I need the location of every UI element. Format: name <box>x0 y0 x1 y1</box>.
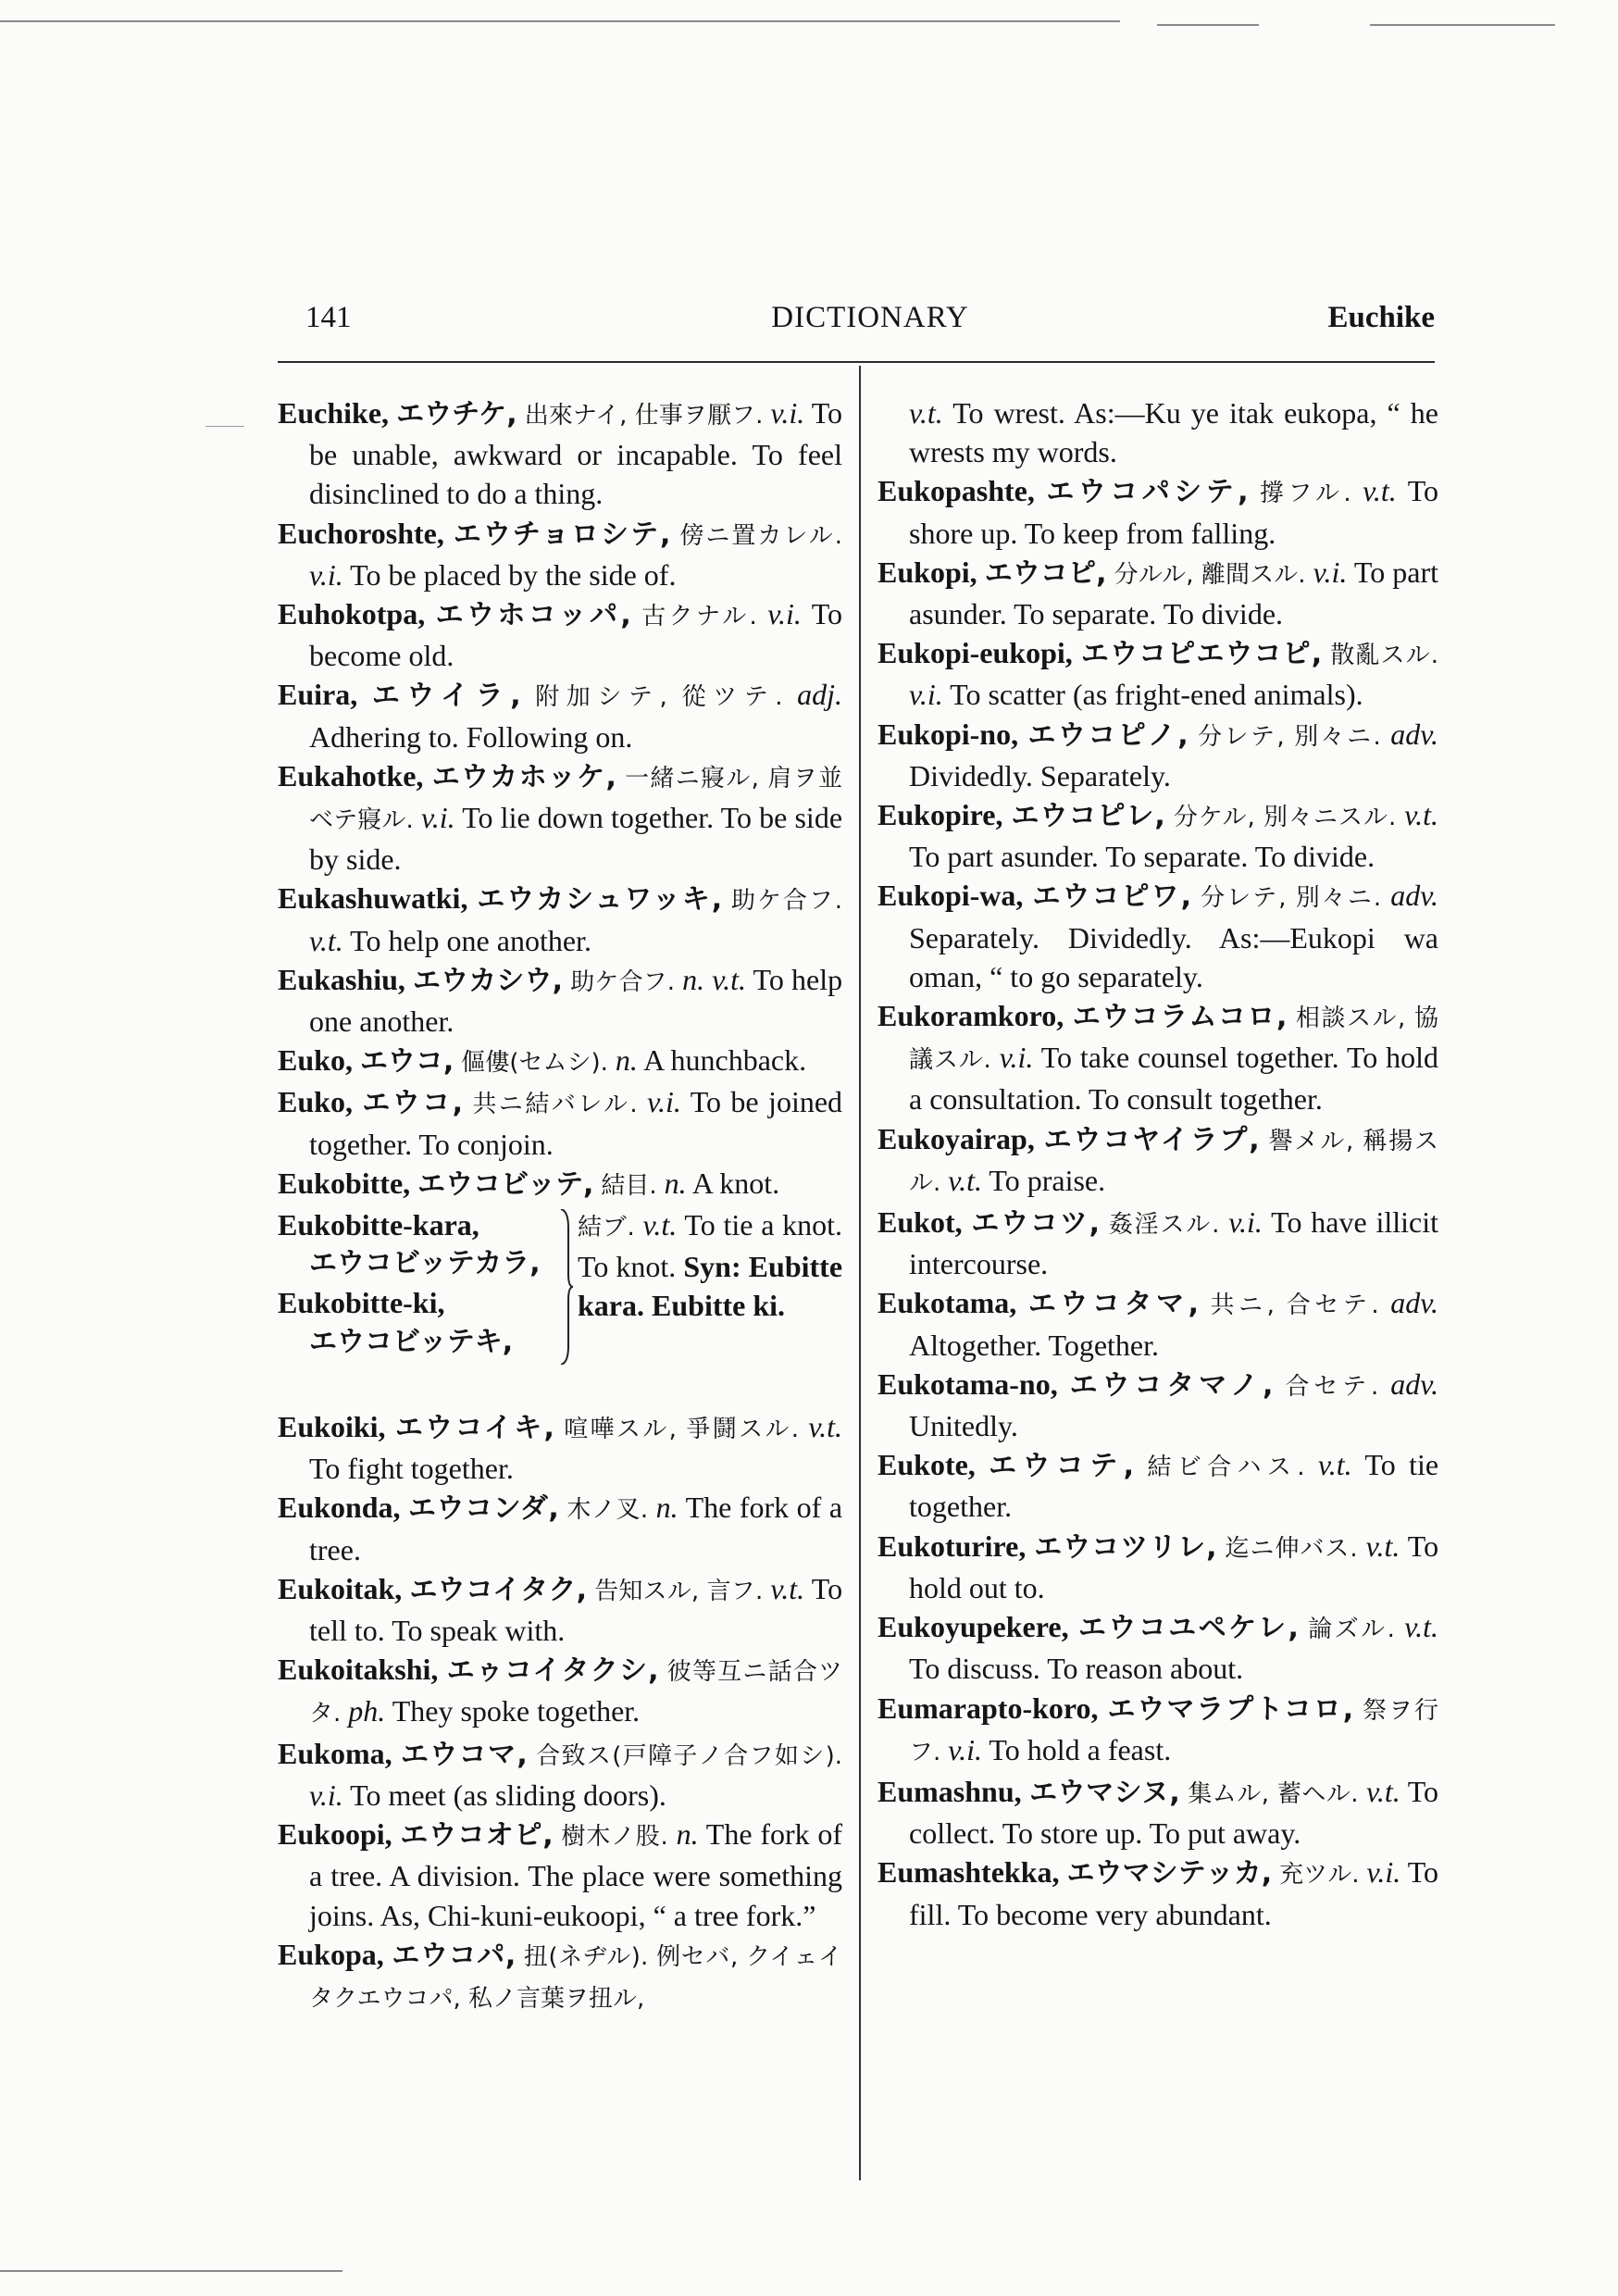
headword-kana: エウコイキ, <box>394 1412 554 1445</box>
headword-kana: エウコヤイラプ, <box>1043 1123 1260 1156</box>
brace-icon <box>559 1209 574 1365</box>
definition: To have illicit intercourse. <box>909 1205 1439 1281</box>
part-of-speech: adv. <box>1390 1366 1439 1401</box>
headword-kana: エウコユペケレ, <box>1078 1612 1299 1645</box>
part-of-speech: v.i. <box>309 557 343 592</box>
definition: Unitedly. <box>909 1409 1018 1443</box>
part-of-speech: adv. <box>1390 879 1439 913</box>
headword: Eukopi-eukopi, <box>877 636 1073 670</box>
dictionary-entry <box>278 1935 842 2018</box>
part-of-speech: v.t. <box>909 396 943 430</box>
brace-definition <box>578 1205 842 1326</box>
dictionary-entry <box>278 1815 842 1935</box>
headword: Eukoyairap, <box>877 1121 1035 1155</box>
entry-list <box>877 393 1438 1934</box>
japanese-gloss: 分ルル, 離間スル. <box>1114 560 1306 589</box>
definition: The fork of a tree. <box>309 1491 843 1566</box>
definition: To be joined together. To conjoin. <box>309 1085 843 1161</box>
headword: Eumarapto-koro, <box>877 1691 1099 1725</box>
headword: Euchike, <box>278 396 390 430</box>
brace-group-entry <box>278 1205 842 1407</box>
headword: Eukopire, <box>877 798 1003 832</box>
part-of-speech: v.t. <box>642 1208 678 1242</box>
definition: To wrest. As:—Ku ye itak eukopa, “ he wrests my words. <box>909 396 1439 469</box>
dictionary-entry <box>278 1650 842 1733</box>
dictionary-entry <box>877 876 1438 996</box>
japanese-gloss: 扭(ネヂル). 例セバ, クイェイタクエウコパ, 私ノ言葉ヲ扭ル, <box>309 1942 842 2013</box>
definition: They spoke together. <box>392 1694 641 1728</box>
dictionary-entry <box>877 633 1438 714</box>
japanese-gloss: 木ノ叉. <box>566 1496 649 1525</box>
headword: Eukoiki, <box>278 1410 386 1444</box>
dictionary-entry <box>877 553 1438 633</box>
scan-edge-bottom <box>0 2270 342 2272</box>
dictionary-entry <box>278 960 842 1041</box>
headword: Eukoyupekere, <box>877 1610 1069 1644</box>
definition: To help one another. <box>309 962 843 1039</box>
part-of-speech: n. v.t. <box>682 962 746 996</box>
dictionary-entry <box>278 756 842 880</box>
dictionary-entry <box>278 1569 842 1650</box>
dictionary-entry <box>877 471 1438 552</box>
headword: Eumashtekka, <box>877 1855 1060 1890</box>
headword: Euko, <box>278 1085 353 1119</box>
dictionary-entry <box>278 675 842 755</box>
japanese-gloss: 結目. <box>601 1171 657 1200</box>
column-divider <box>859 366 861 2180</box>
part-of-speech: n. <box>615 1043 638 1078</box>
definition: To take counsel together. To hold a consultation. To consult together. <box>909 1041 1439 1117</box>
headword: Eukahotke, <box>278 758 424 792</box>
headword-kana: エウコマ, <box>400 1738 528 1771</box>
headword: Eukopa, <box>278 1937 384 1971</box>
headword-kana: エウコツ, <box>971 1207 1101 1241</box>
definition: To scatter (as fright-ened animals). <box>950 678 1363 712</box>
headword-kana: エウコピレ, <box>1011 800 1165 833</box>
definition: Dividedly. Separately. <box>909 758 1171 792</box>
dictionary-entry <box>278 1082 842 1163</box>
definition: A knot. <box>691 1166 780 1200</box>
part-of-speech: v.i. <box>1228 1205 1263 1240</box>
part-of-speech: v.t. <box>1317 1448 1352 1482</box>
headword-kana: エウカシュワッキ, <box>477 883 723 917</box>
dictionary-entry <box>278 1407 842 1488</box>
japanese-gloss: 結ブ. <box>578 1214 635 1242</box>
headword-kana: エウマラプトコロ, <box>1107 1692 1354 1726</box>
japanese-gloss: 結ビ合ハス. <box>1147 1454 1305 1482</box>
headword-kana: エウコツリレ, <box>1034 1530 1217 1564</box>
headword-kana: エウコピワ, <box>1032 880 1192 914</box>
japanese-gloss: 傴僂(セムシ). <box>461 1049 608 1078</box>
dictionary-entry <box>877 1689 1438 1772</box>
part-of-speech: v.i. <box>767 597 802 631</box>
synonym: Syn: Eubitte kara. Eubitte ki. <box>578 1250 843 1323</box>
page-number: 141 <box>305 301 352 334</box>
japanese-gloss: 共ニ結バレル. <box>472 1091 638 1119</box>
japanese-gloss: 喧嘩スル, 爭鬪スル. <box>564 1416 799 1444</box>
definition: Separately. Dividedly. As:—Eukopi wa oman, “ to go separately. <box>909 920 1438 993</box>
japanese-gloss: 分レテ, 別々ニ. <box>1201 884 1382 913</box>
headword: Euko, <box>278 1043 353 1078</box>
japanese-gloss: 出來ナイ, 仕事ヲ厭フ. <box>524 402 764 430</box>
left-column <box>278 393 842 2018</box>
scan-edge-top <box>0 20 1120 22</box>
part-of-speech: v.t. <box>309 923 343 957</box>
headword-kana: エウコタマ, <box>1027 1288 1199 1321</box>
headword: Eukotama, <box>877 1286 1017 1320</box>
headword: Eukopi-no, <box>877 717 1019 751</box>
japanese-gloss: 散亂スル. <box>1330 642 1439 670</box>
dictionary-entry <box>877 996 1438 1119</box>
headword-kana: エウコテ, <box>989 1450 1135 1483</box>
running-title: DICTIONARY <box>771 301 969 334</box>
headword-kana: エウカシウ, <box>413 964 564 997</box>
margin-mark <box>205 426 244 427</box>
headword-kana: エウコピノ, <box>1027 718 1189 752</box>
headword: Eukonda, <box>278 1491 401 1525</box>
japanese-gloss: 分レテ, 別々ニ. <box>1198 722 1381 751</box>
part-of-speech: ph. <box>348 1694 386 1728</box>
headword-kana: エウコパシテ, <box>1046 476 1249 509</box>
dictionary-entry <box>877 1203 1438 1283</box>
part-of-speech: v.i. <box>647 1085 681 1119</box>
headword: Euira, <box>278 678 358 712</box>
headword: Eukot, <box>877 1205 963 1240</box>
part-of-speech: v.i. <box>909 678 943 712</box>
headword-kana: エウコイタク, <box>409 1573 588 1606</box>
definition: To hold out to. <box>909 1529 1439 1604</box>
headword-kana: エウコラムコロ, <box>1072 1001 1288 1034</box>
part-of-speech: v.t. <box>770 1571 805 1605</box>
headword-kana: エウイラ, <box>371 680 521 713</box>
dictionary-entry <box>877 795 1438 876</box>
definition: A hunchback. <box>643 1043 807 1078</box>
headword-kana: エゥコイタクシ, <box>446 1654 659 1688</box>
part-of-speech: v.t. <box>1366 1774 1400 1808</box>
dictionary-entry <box>278 1164 842 1205</box>
headword: Euchoroshte, <box>278 516 444 550</box>
japanese-gloss: 合セテ. <box>1285 1372 1379 1401</box>
dictionary-entry <box>877 715 1438 795</box>
headword-kana: エウチケ, <box>396 398 517 430</box>
part-of-speech: v.t. <box>948 1163 982 1197</box>
japanese-gloss: 姦淫スル. <box>1108 1211 1220 1240</box>
headword: Eukoturire, <box>877 1529 1027 1563</box>
japanese-gloss: 助ケ合フ. <box>570 967 675 996</box>
headword: Eukashiu, <box>278 962 405 996</box>
headword-kana: エウホコッパ, <box>435 599 631 632</box>
japanese-gloss: 迄ニ伸バス. <box>1225 1534 1358 1563</box>
part-of-speech: v.i. <box>1366 1855 1401 1890</box>
dictionary-entry <box>278 594 842 675</box>
entry-list <box>278 393 842 1205</box>
headword-kana: エウコタマノ, <box>1069 1368 1274 1402</box>
japanese-gloss: 合致ス(戸障子ノ合フ如シ). <box>536 1741 842 1770</box>
brace-headwords <box>278 1205 565 1362</box>
scan-edge-top-right <box>1157 24 1259 26</box>
part-of-speech: v.i. <box>420 801 455 835</box>
japanese-gloss: 一緒ニ寢ル, 肩ヲ並ベテ寢ル. <box>309 764 843 835</box>
part-of-speech: adv. <box>1390 1286 1439 1320</box>
headword-kana: エウコンダ, <box>408 1492 559 1526</box>
right-column <box>877 393 1438 1934</box>
headword-kana: エウコオピ, <box>400 1819 554 1853</box>
part-of-speech: n. <box>655 1491 678 1525</box>
japanese-gloss: 集ムル, 蓄ヘル. <box>1188 1779 1359 1808</box>
definition: Altogether. Together. <box>909 1328 1159 1362</box>
japanese-gloss: 樹木ノ股. <box>561 1823 668 1852</box>
headword-kana: エウコビッテカラ, <box>309 1247 541 1280</box>
headword: Eukotama-no, <box>877 1366 1058 1401</box>
part-of-speech: adv. <box>1390 717 1439 751</box>
definition: To fill. To become very abundant. <box>909 1855 1439 1931</box>
dictionary-entry <box>877 1853 1438 1933</box>
japanese-gloss: 譽メル, 稱揚スル. <box>909 1127 1439 1197</box>
part-of-speech: v.t. <box>1404 1610 1439 1644</box>
headword-kana: エウコビッテ, <box>417 1167 594 1201</box>
japanese-gloss: 撐フル. <box>1259 480 1351 508</box>
definition: To shore up. To keep from falling. <box>909 474 1438 550</box>
page-header <box>305 301 1435 347</box>
headword: Eukopashte, <box>877 474 1035 508</box>
headword-kana: エウコパ, <box>392 1939 517 1972</box>
part-of-speech: v.t. <box>1365 1529 1400 1563</box>
headword: Euhokotpa, <box>278 597 426 631</box>
japanese-gloss: 論ズル. <box>1308 1616 1395 1644</box>
definition: To tell to. To speak with. <box>309 1571 843 1648</box>
part-of-speech: v.t. <box>1363 474 1397 508</box>
headword-kana: エウチョロシテ, <box>453 518 671 551</box>
headword-kana: エウコ, <box>359 1045 454 1079</box>
headword-kana: エウコビッテキ, <box>309 1325 514 1358</box>
headword: Eukoopi, <box>278 1817 392 1852</box>
dictionary-entry <box>278 393 842 514</box>
dictionary-entry <box>877 1527 1438 1607</box>
japanese-gloss: 彼等互ニ話合ツタ. <box>309 1658 843 1728</box>
definition: To part asunder. To separate. To divide. <box>909 840 1375 874</box>
headword-kana: エウコピエウコピ, <box>1080 638 1323 671</box>
headword-kana: エウマシヌ, <box>1029 1776 1180 1809</box>
part-of-speech: v.i. <box>309 1778 343 1812</box>
dictionary-entry <box>278 1734 842 1815</box>
definition: To be unable, awkward or incapable. To feel disinclined to do a thing. <box>309 396 843 511</box>
definition: To hold a feast. <box>989 1732 1172 1766</box>
dictionary-entry <box>877 1119 1438 1203</box>
definition: To lie down together. To be side by side. <box>309 801 843 877</box>
definition: To tie together. <box>909 1448 1439 1524</box>
definition: To collect. To store up. To put away. <box>909 1774 1439 1851</box>
definition: To become old. <box>309 597 843 673</box>
dictionary-entry <box>278 514 842 594</box>
part-of-speech: adj. <box>797 678 843 712</box>
definition: To discuss. To reason about. <box>909 1652 1244 1686</box>
headword: Eumashnu, <box>877 1774 1022 1808</box>
dictionary-entry <box>278 1488 842 1568</box>
definition: The fork of a tree. A division. The place were something joins. As, Chi-kuni-eukoopi, “ a tree fork.” <box>309 1817 843 1932</box>
japanese-gloss: 傍ニ置カレル. <box>679 521 842 550</box>
headword: Eukopi, <box>877 555 977 589</box>
definition: Adhering to. Following on. <box>309 719 633 754</box>
dictionary-entry <box>278 1041 842 1082</box>
dictionary-entry <box>877 1365 1438 1445</box>
japanese-gloss: 附加シテ, 從ツテ. <box>535 683 783 712</box>
guide-word: Euchike <box>1327 301 1435 334</box>
entry-continuation <box>877 393 1438 471</box>
part-of-speech: n. <box>664 1166 687 1200</box>
japanese-gloss: 助ケ合フ. <box>731 887 843 916</box>
entry-list <box>278 1407 842 2018</box>
japanese-gloss: 充ツル. <box>1279 1861 1360 1890</box>
dictionary-entry <box>278 879 842 959</box>
japanese-gloss: 相談スル, 協議スル. <box>909 1004 1439 1075</box>
part-of-speech: n. <box>676 1817 699 1852</box>
definition: To be placed by the side of. <box>350 557 677 592</box>
definition: To meet (as sliding doors). <box>350 1778 666 1812</box>
headword: Eukobitte-kara, <box>278 1208 479 1242</box>
headword-kana: エウマシテッカ, <box>1066 1857 1273 1890</box>
header-rule <box>278 361 1435 363</box>
headword-kana: エウコピ, <box>984 556 1107 590</box>
headword: Eukote, <box>877 1448 976 1482</box>
part-of-speech: v.i. <box>1313 555 1348 589</box>
dictionary-entry <box>877 1772 1438 1853</box>
headword: Eukoitakshi, <box>278 1653 439 1687</box>
headword: Eukobitte, <box>278 1166 411 1200</box>
japanese-gloss: 祭ヲ行フ. <box>909 1696 1438 1766</box>
dictionary-entry <box>877 1607 1438 1688</box>
definition: To tie a knot. To knot. <box>578 1208 843 1284</box>
part-of-speech: v.i. <box>948 1732 982 1766</box>
japanese-gloss: 古クナル. <box>641 603 757 631</box>
definition: To praise. <box>989 1163 1106 1197</box>
japanese-gloss: 共ニ, 合セテ. <box>1210 1292 1379 1320</box>
headword: Eukopi-wa, <box>877 879 1024 913</box>
part-of-speech: v.i. <box>770 396 805 430</box>
dictionary-entry <box>877 1283 1438 1364</box>
headword-kana: エウコ, <box>362 1087 464 1120</box>
headword: Eukashuwatki, <box>278 881 468 916</box>
part-of-speech: v.i. <box>999 1041 1034 1075</box>
headword: Eukoramkoro, <box>877 999 1064 1033</box>
definition: To fight together. <box>309 1452 514 1486</box>
scan-edge-top-far-right <box>1370 24 1555 26</box>
headword: Eukobitte-ki, <box>278 1286 445 1320</box>
headword-kana: エウカホッケ, <box>431 760 616 793</box>
definition: To help one another. <box>350 923 591 957</box>
part-of-speech: v.t. <box>808 1410 843 1444</box>
headword: Eukoma, <box>278 1736 392 1770</box>
part-of-speech: v.t. <box>1404 798 1438 832</box>
dictionary-entry <box>877 1445 1438 1526</box>
japanese-gloss: 分ケル, 別々ニスル. <box>1173 804 1397 832</box>
headword: Eukoitak, <box>278 1571 403 1605</box>
japanese-gloss: 告知スル, 言フ. <box>594 1577 764 1605</box>
definition: To part asunder. To separate. To divide. <box>909 555 1439 631</box>
